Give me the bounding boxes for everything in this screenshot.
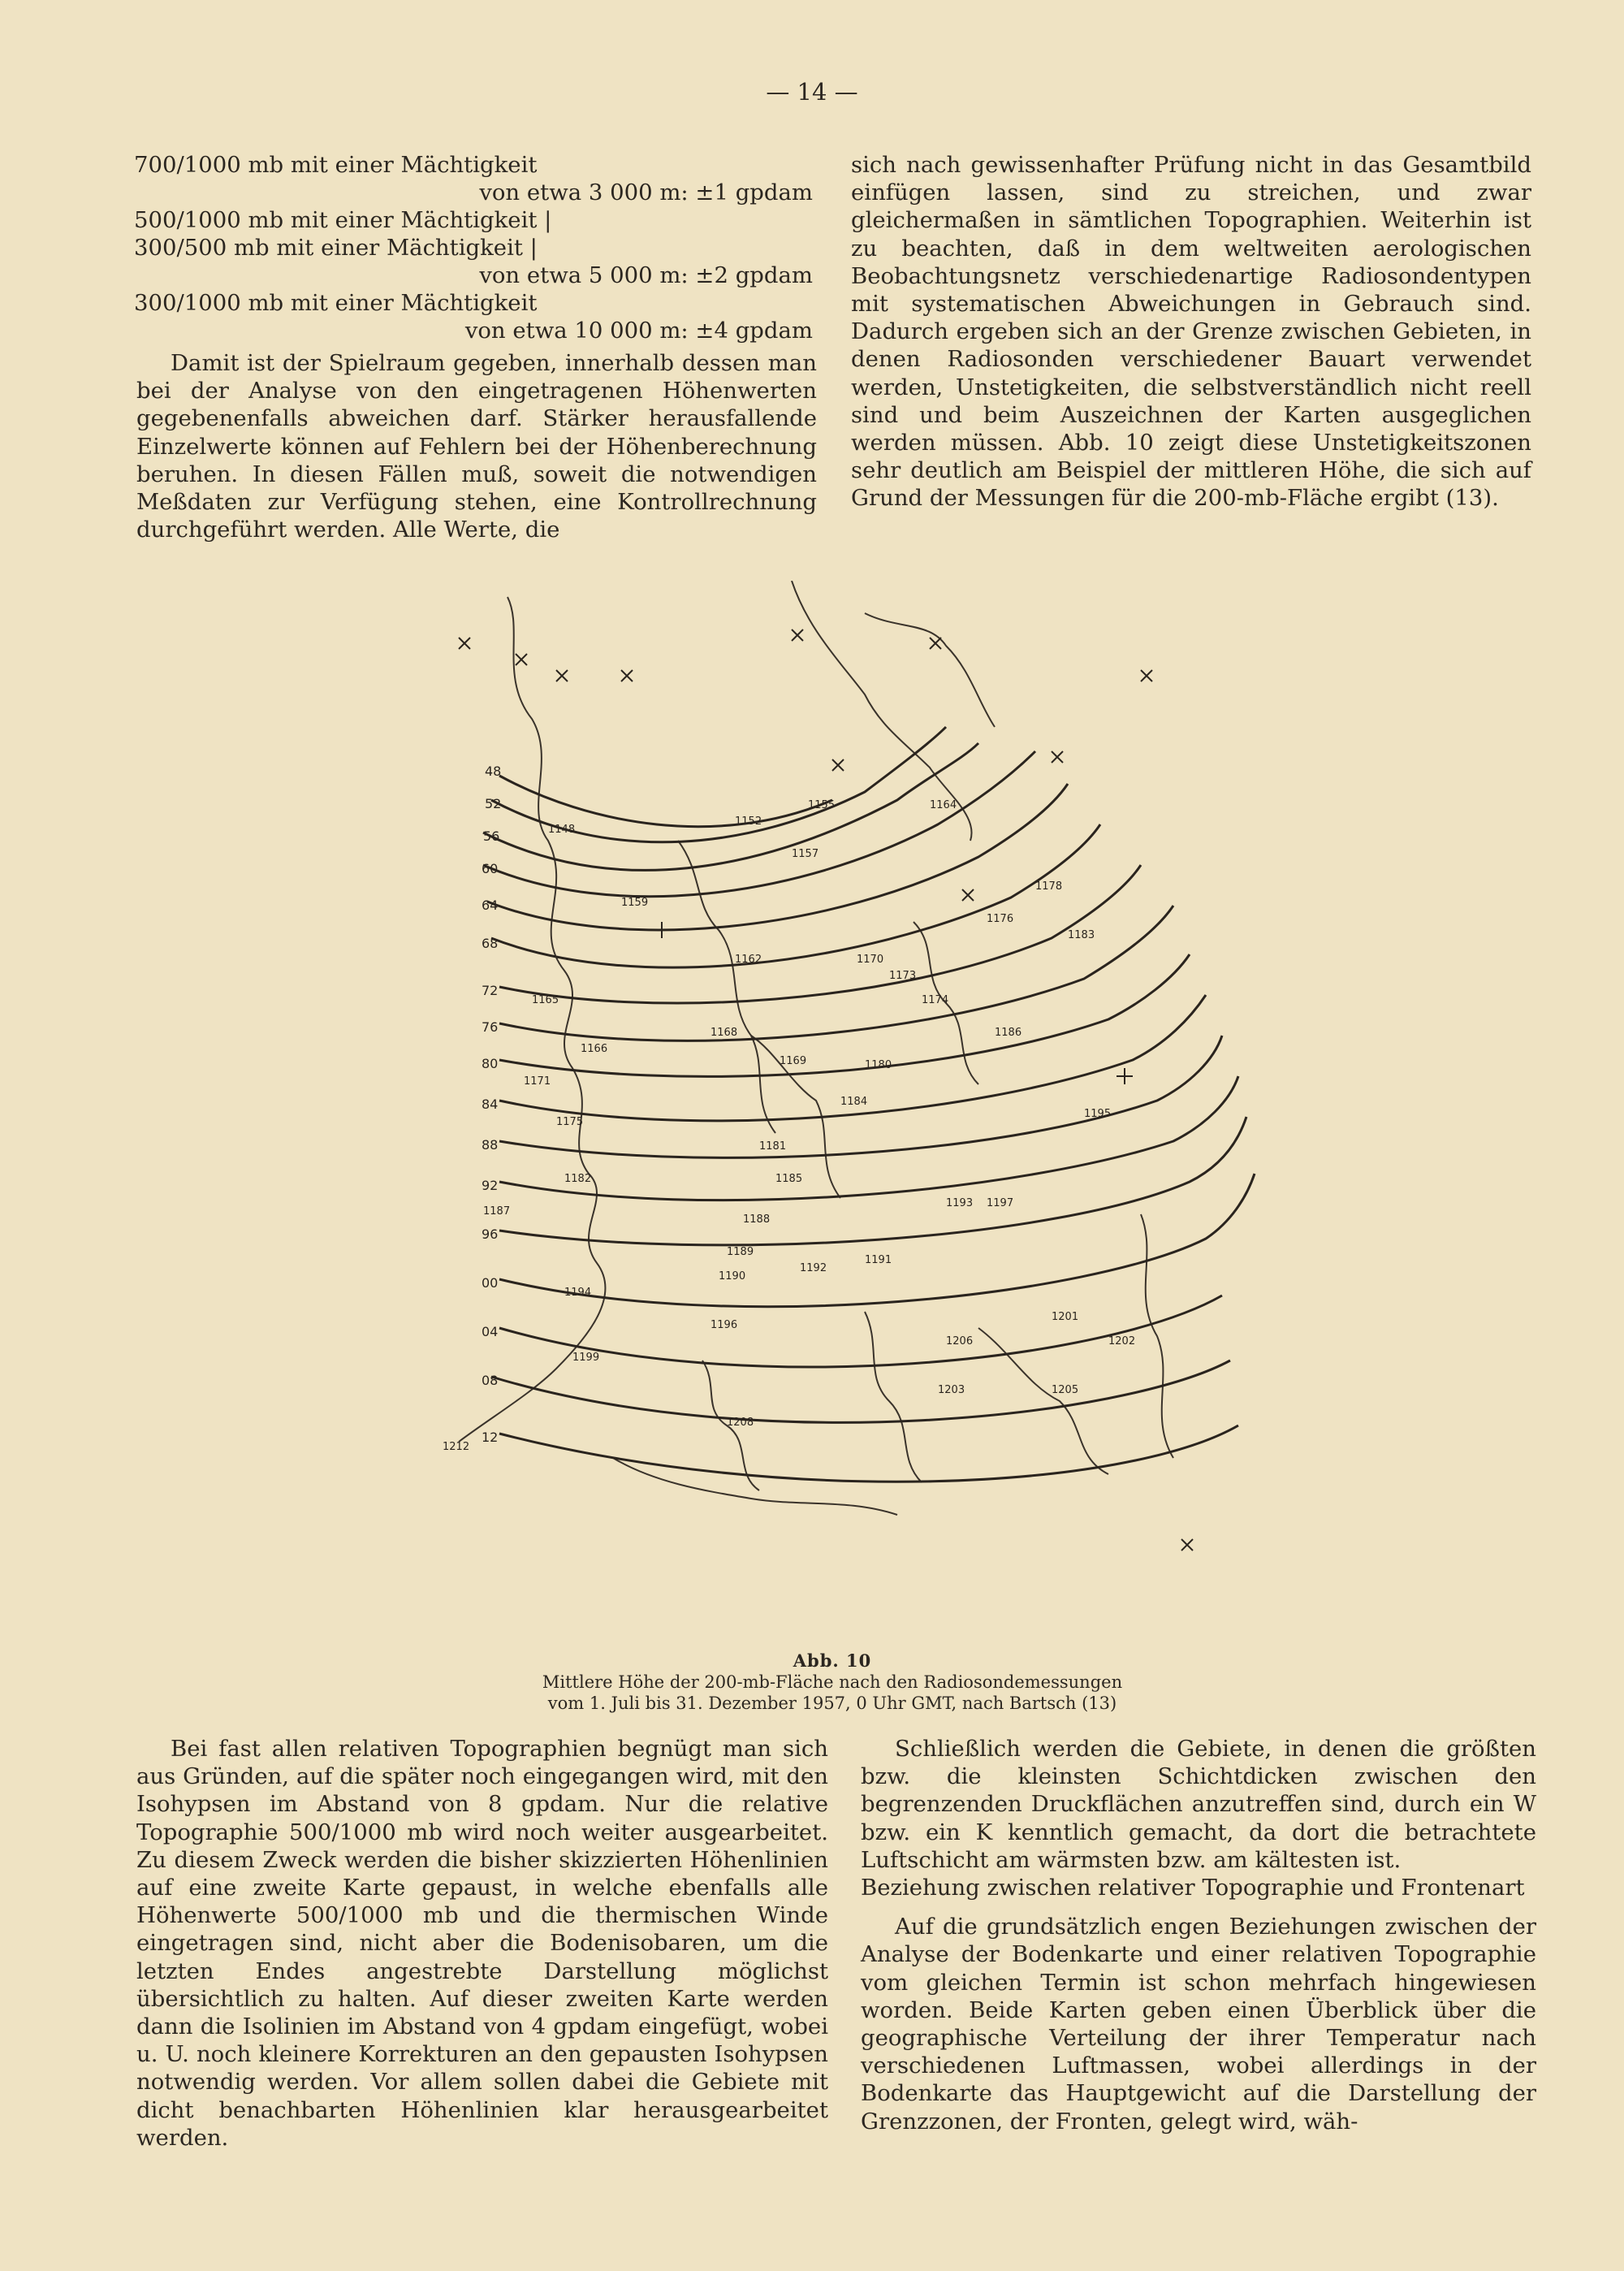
station-value: 1203 (938, 1384, 965, 1396)
station-value: 1185 (775, 1173, 803, 1185)
page-number: — 14 — (766, 78, 858, 106)
station-crosses (459, 629, 1193, 1551)
isohypse-label: 64 (482, 898, 499, 913)
station-value: 1190 (719, 1270, 746, 1283)
station-value: 1182 (564, 1173, 592, 1185)
station-value: 1212 (443, 1441, 470, 1453)
paragraph: sich nach gewissenhafter Prüfung nicht in das Gesamtbild einfügen lassen, sind zu streichen, und zwar gleichermaßen in sämtlichen Topographien. Weiterhin ist zu beachten, daß in dem weltweiten aerologischen Beobachtungsnetz verschiedenartige Radiosondentypen mit systematischen Abweichungen in Gebrauch sind. Dadurch ergeben sich an der Grenze zwischen Gebieten, in denen Radiosonden verschiedener Bauart verwendet werden, Unstetigkeiten, die selbstverständlich nicht reell sind und beim Auszeichnen der Karten ausgeglichen werden müssen. Abb. 10 zeigt diese Unstetigkeitszonen sehr deutlich am Beispiel der mittleren Höhe, die sich auf Grund der Messungen für die 200-mb-Fläche ergibt (13). (851, 152, 1531, 512)
isohypse-lines (483, 727, 1255, 1482)
station-value: 1189 (727, 1246, 754, 1258)
isohypse-label: 88 (482, 1137, 499, 1153)
station-value: 1181 (759, 1140, 787, 1153)
isohypse-label: 56 (483, 828, 500, 844)
station-value: 1199 (572, 1352, 600, 1364)
left-top-column (136, 349, 817, 543)
left-bottom-column (136, 1735, 828, 2152)
table-row-left: 700/1000 mb mit einer Mächtigkeit (134, 152, 538, 178)
station-value: 1187 (483, 1205, 511, 1218)
isohypse-label: 52 (485, 796, 502, 811)
paragraph: Schließlich werden die Gebiete, in denen die größten bzw. die kleinsten Schichtdicken zwischen den begrenzenden Druckflächen anzutreffen sind, durch ein W bzw. ein K kenntlich gemacht, da dort die betrachtete Luftschicht am wärmsten bzw. am kältesten ist. (861, 1736, 1536, 1873)
table-row (134, 234, 813, 262)
station-value: 1166 (581, 1043, 608, 1055)
station-value: 1165 (532, 994, 559, 1006)
station-value: 1188 (743, 1213, 771, 1226)
station-value: 1164 (930, 799, 957, 811)
station-value: 1197 (987, 1197, 1014, 1209)
isohypse-map (410, 581, 1263, 1616)
tolerance-table (134, 151, 813, 344)
station-value: 1202 (1108, 1335, 1136, 1347)
table-row (134, 206, 813, 234)
station-value: 1193 (946, 1197, 974, 1209)
coastline-outline (459, 581, 1173, 1515)
station-value: 1176 (987, 913, 1014, 925)
table-row-right: von etwa 10 000 m: ±4 gpdam (464, 318, 813, 344)
station-value: 1174 (922, 994, 949, 1006)
station-value: 1175 (556, 1116, 584, 1128)
station-value: 1169 (780, 1055, 807, 1067)
station-value: 1148 (548, 824, 576, 836)
isohypse-label: 00 (482, 1275, 499, 1291)
station-value: 1180 (865, 1059, 892, 1071)
station-value: 1194 (564, 1287, 592, 1299)
station-value: 1173 (889, 970, 917, 982)
table-row (134, 317, 813, 344)
right-top-column (851, 151, 1531, 513)
paragraph: Damit ist der Spielraum gegeben, innerhalb dessen man bei der Analyse von den eingetragenen Höhenwerten gegebenenfalls abweichen darf. Stärker herausfallende Einzelwerte können auf Fehlern bei der Höhenberechnung beruhen. In diesen Fällen muß, soweit die notwendigen Meßdaten zur Verfügung stehen, eine Kontrollrechnung durchgeführt werden. Alle Werte, die (136, 350, 817, 543)
table-row (134, 262, 813, 289)
station-value: 1208 (727, 1417, 754, 1429)
station-value: 1178 (1035, 880, 1063, 893)
station-value: 1192 (800, 1262, 827, 1274)
isohypse-label: 76 (482, 1019, 499, 1035)
figure-caption (455, 1650, 1210, 1714)
isohypse-label: 08 (482, 1373, 499, 1388)
table-row-right: von etwa 5 000 m: ±2 gpdam (479, 262, 813, 288)
paragraph: Bei fast allen relativen Topographien begnügt man sich aus Gründen, auf die später noch eingegangen wird, mit den Isohypsen im Abstand von 8 gpdam. Nur die relative Topographie 500/1000 mb wird noch weiter ausgearbeitet. Zu diesem Zweck werden die bisher skizzierten Höhenlinien auf eine zweite Karte gepaust, in welche ebenfalls alle Höhenwerte 500/1000 mb und die thermischen Winde eingetragen sind, nicht aber die Bodenisobaren, um die letzten Endes angestrebte Darstellung möglichst übersichtlich zu halten. Auf dieser zweiten Karte werden dann die Isolinien im Abstand von 4 gpdam eingefügt, wobei u. U. noch kleinere Korrekturen an den gepausten Isohypsen notwendig werden. Vor allem sollen dabei die Gebiete mit dicht benachbarten Höhenlinien klar herausgearbeitet werden. (136, 1736, 828, 2151)
station-value: 1184 (840, 1096, 868, 1108)
isohypse-label: 48 (485, 763, 502, 779)
isohypse-label: 84 (482, 1097, 499, 1112)
station-value: 1205 (1052, 1384, 1079, 1396)
table-row-left: 500/1000 mb mit einer Mächtigkeit | (134, 207, 552, 233)
table-row (134, 289, 813, 317)
station-value: 1183 (1068, 929, 1095, 941)
paragraph: Auf die grundsätzlich engen Beziehungen zwischen der Analyse der Bodenkarte und einer relativen Topographie vom gleichen Termin ist schon mehrfach hingewiesen worden. Beide Karten geben einen Überblick über die geographische Verteilung der ihrer Temperatur nach verschiedenen Luftmassen, wobei allerdings in der Bodenkarte das Hauptgewicht auf die Darstellung der Grenzzonen, der Fronten, gelegt wird, wäh- (861, 1914, 1536, 2135)
station-value: 1170 (857, 954, 884, 966)
table-row-left: 300/1000 mb mit einer Mächtigkeit (134, 290, 538, 316)
isohypse-label: 60 (482, 861, 499, 876)
isohypse-label: 68 (482, 936, 499, 951)
station-value: 1152 (735, 815, 762, 828)
table-row-right: von etwa 3 000 m: ±1 gpdam (479, 180, 813, 205)
station-value: 1196 (710, 1319, 738, 1331)
caption-line: vom 1. Juli bis 31. Dezember 1957, 0 Uhr GMT, nach Bartsch (13) (547, 1694, 1117, 1713)
station-value: 1171 (524, 1075, 551, 1088)
station-value: 1186 (995, 1027, 1022, 1039)
isohypse-label: 12 (482, 1430, 499, 1445)
station-value: 1162 (735, 954, 762, 966)
isohypse-label: 92 (482, 1178, 499, 1193)
table-row (134, 151, 813, 179)
station-value: 1159 (621, 897, 649, 909)
isohypse-label: 96 (482, 1226, 499, 1242)
figure-label: Abb. 10 (793, 1650, 872, 1671)
isohypse-label: 04 (482, 1324, 499, 1339)
station-value: 1191 (865, 1254, 892, 1266)
right-bottom-column (861, 1735, 1536, 2135)
station-value: 1168 (710, 1027, 738, 1039)
station-value-labels (443, 799, 1135, 1453)
isohypse-label: 72 (482, 983, 499, 998)
table-row-left: 300/500 mb mit einer Mächtigkeit | (134, 235, 538, 261)
isohypse-label: 80 (482, 1056, 499, 1071)
caption-line: Mittlere Höhe der 200-mb-Fläche nach den Radiosondemessungen (542, 1672, 1123, 1692)
map-labels (482, 763, 501, 1445)
station-value: 1206 (946, 1335, 974, 1347)
table-row (134, 179, 813, 206)
station-value: 1157 (792, 848, 819, 860)
section-heading: Beziehung zwischen relativer Topographie und Frontenart (861, 1875, 1525, 1901)
station-value: 1155 (808, 799, 836, 811)
station-value: 1195 (1084, 1108, 1112, 1120)
station-value: 1201 (1052, 1311, 1079, 1323)
